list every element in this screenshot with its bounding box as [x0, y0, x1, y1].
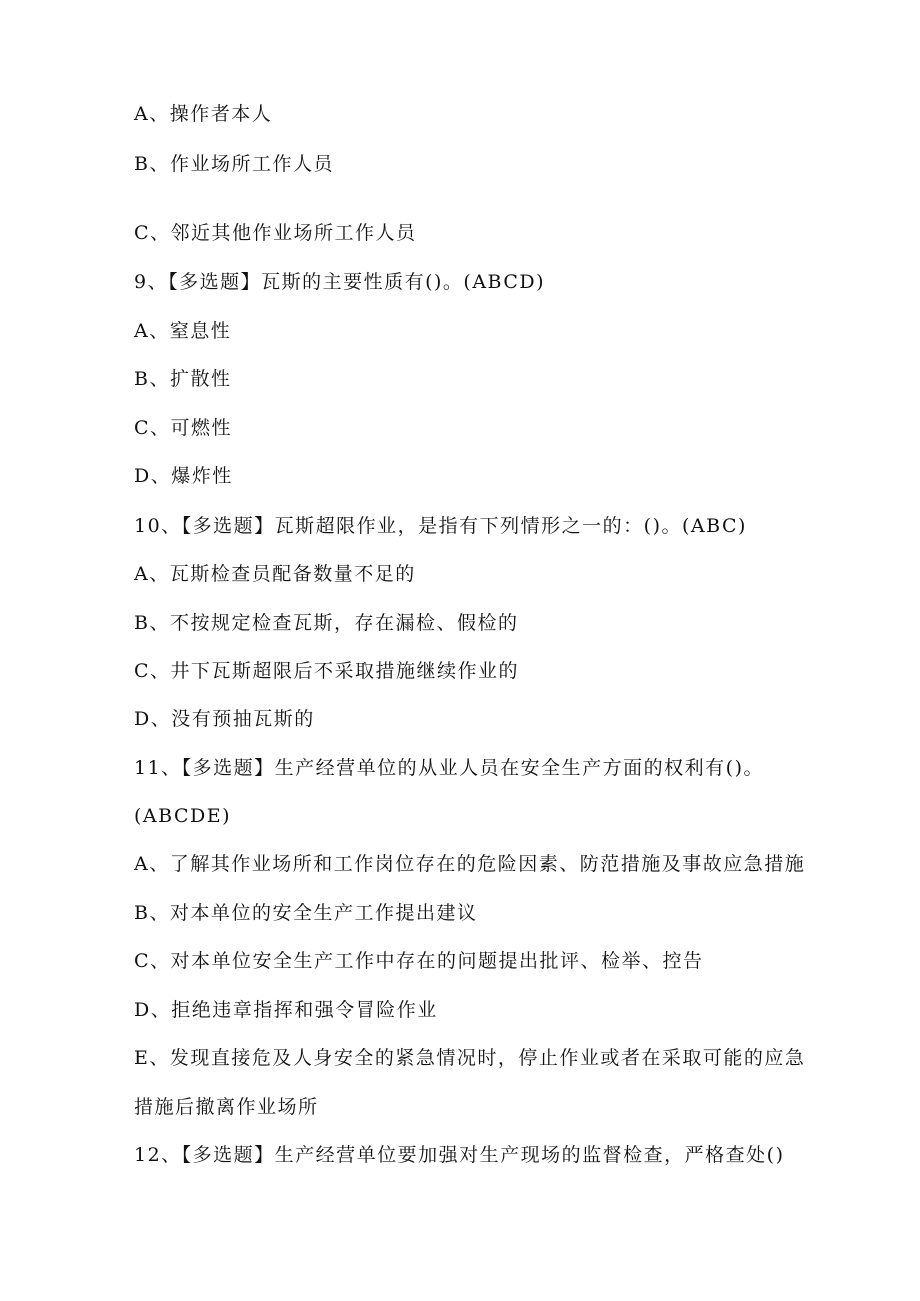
option-b-q9: B、扩散性 — [134, 368, 232, 390]
option-b-q8: B、作业场所工作人员 — [134, 153, 334, 175]
option-a-q9: A、窒息性 — [134, 320, 232, 342]
option-d-q11: D、拒绝违章指挥和强令冒险作业 — [134, 999, 438, 1021]
question-11: 11、【多选题】生产经营单位的从业人员在安全生产方面的权利有()。 — [134, 757, 765, 779]
question-12: 12、【多选题】生产经营单位要加强对生产现场的监督检查，严格查处() — [134, 1144, 785, 1166]
option-c-q9: C、可燃性 — [134, 417, 233, 439]
option-a-q10: A、瓦斯检查员配备数量不足的 — [134, 563, 416, 585]
option-b-q10: B、不按规定检查瓦斯，存在漏检、假检的 — [134, 612, 519, 634]
question-9: 9、【多选题】瓦斯的主要性质有()。(ABCD) — [134, 271, 546, 293]
option-d-q10: D、没有预抽瓦斯的 — [134, 708, 315, 730]
option-e-q11-continued: 措施后撤离作业场所 — [134, 1096, 319, 1118]
option-b-q11: B、对本单位的安全生产工作提出建议 — [134, 902, 478, 924]
option-c-q8: C、邻近其他作业场所工作人员 — [134, 222, 417, 244]
question-11-answer: (ABCDE) — [134, 805, 232, 827]
option-e-q11: E、发现直接危及人身安全的紧急情况时，停止作业或者在采取可能的应急 — [134, 1047, 806, 1069]
question-10: 10、【多选题】瓦斯超限作业，是指有下列情形之一的：()。(ABC) — [134, 515, 747, 537]
option-c-q11: C、对本单位安全生产工作中存在的问题提出批评、检举、控告 — [134, 950, 704, 972]
option-a-q8: A、操作者本人 — [134, 103, 273, 125]
option-a-q11: A、了解其作业场所和工作岗位存在的危险因素、防范措施及事故应急措施 — [134, 853, 806, 875]
option-c-q10: C、井下瓦斯超限后不采取措施继续作业的 — [134, 660, 520, 682]
option-d-q9: D、爆炸性 — [134, 465, 233, 487]
